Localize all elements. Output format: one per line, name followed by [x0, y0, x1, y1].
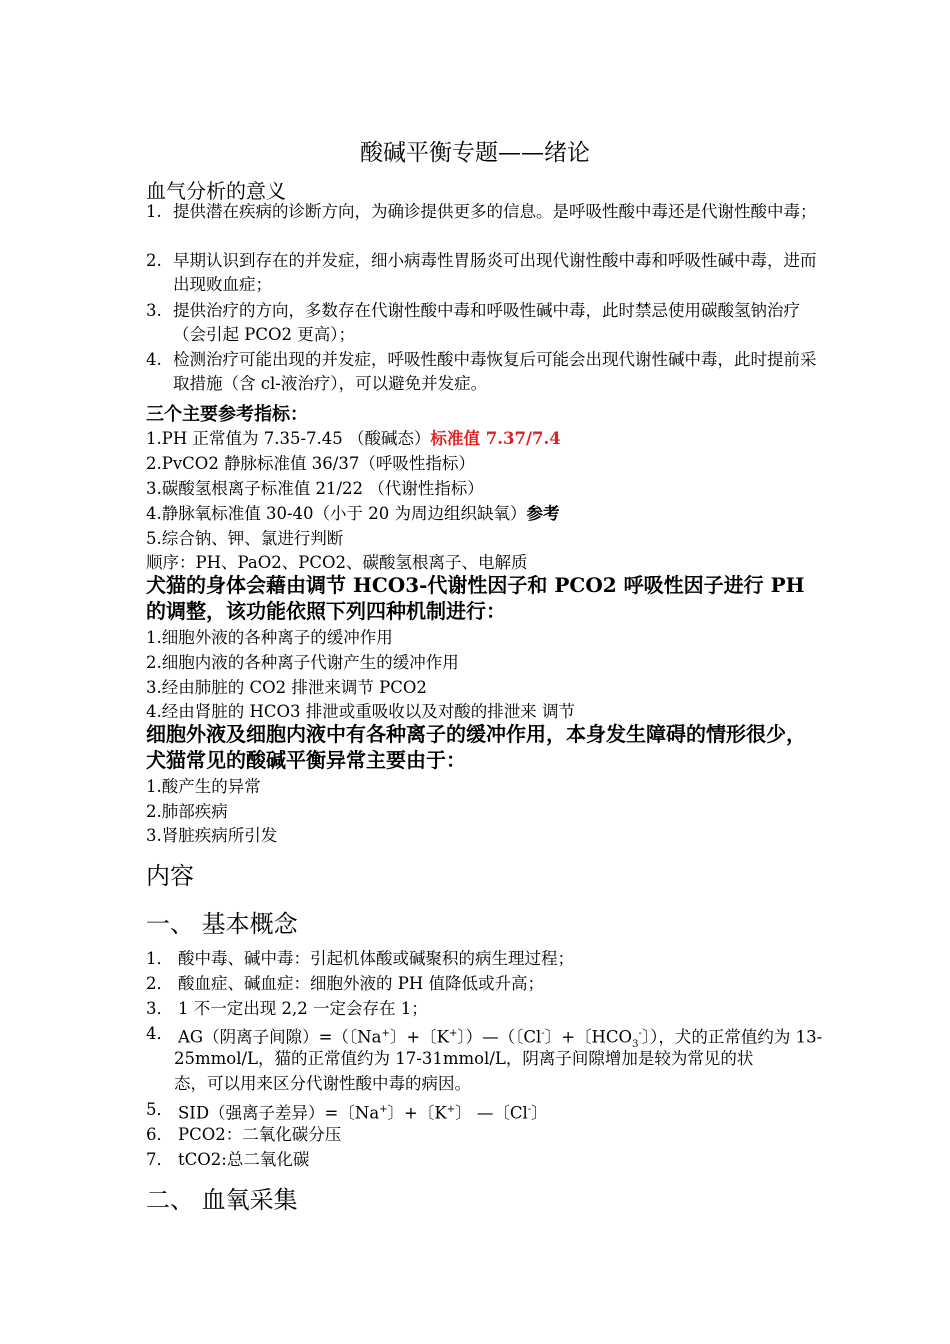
- list-text: 提供潜在疾病的诊断方向，为确诊提供更多的信息。是呼吸性酸中毒还是代谢性酸中毒；: [173, 202, 817, 221]
- list-text: 酸血症、碱血症：细胞外液的 PH 值降低或升高；: [178, 974, 544, 993]
- cause-paragraph: 细胞外液及细胞内液中有各种离子的缓冲作用，本身发生障碍的情形很少，犬猫常见的酸碱平衡异常主要由于：: [146, 722, 806, 772]
- list-number: 6．: [146, 1125, 173, 1144]
- list-number: 3．: [146, 999, 173, 1018]
- indicator-text: 1.PH 正常值为 7.35-7.45 （酸碱态）: [146, 429, 431, 448]
- mechanism-item: 3.经由肺脏的 CO2 排泄来调节 PCO2: [146, 678, 427, 697]
- list-number: 1.: [146, 202, 162, 221]
- list-text: 25mmol/L，猫的正常值约为 17-31mmol/L，阴离子间隙增加是较为常见的状: [174, 1049, 754, 1068]
- mechanism-item: 4.经由肾脏的 HCO3 排泄或重吸收以及对酸的排泄来 调节: [146, 702, 576, 721]
- list-number: 7．: [146, 1150, 173, 1169]
- list-text: 1 不一定出现 2,2 一定会存在 1；: [178, 999, 428, 1018]
- section-heading-basic-concepts: 一、 基本概念: [146, 910, 298, 938]
- superscript: -: [527, 1104, 532, 1115]
- superscript: +: [379, 1104, 388, 1115]
- section-heading-blood-oxygen: 二、 血氧采集: [146, 1186, 298, 1214]
- content-heading: 内容: [146, 862, 194, 890]
- blood-gas-heading: 血气分析的意义: [146, 179, 286, 203]
- formula-part: 〕+〔K: [387, 1103, 447, 1123]
- list-number: 5．: [146, 1100, 173, 1119]
- list-number: 4．: [146, 1024, 173, 1043]
- list-number: 3.: [146, 301, 162, 320]
- cause-item: 2.肺部疾病: [146, 802, 228, 821]
- mechanism-item: 1.细胞外液的各种离子的缓冲作用: [146, 628, 393, 647]
- indicator-line: 2.PvCO2 静脉标准值 36/37（呼吸性指标）: [146, 454, 475, 473]
- list-text: tCO2:总二氧化碳: [178, 1150, 310, 1169]
- list-number: 1．: [146, 949, 173, 968]
- superscript: -: [541, 1028, 545, 1039]
- list-text: 态，可以用来区分代谢性酸中毒的病因。: [174, 1074, 471, 1093]
- superscript: -: [638, 1028, 642, 1039]
- subscript: 3: [632, 1038, 639, 1050]
- indicator-text: 4.静脉氧标准值 30-40（小于 20 为周边组织缺氧）: [146, 504, 527, 523]
- mechanism-paragraph: 犬猫的身体会藉由调节 HCO3-代谢性因子和 PCO2 呼吸性因子进行 PH 的调整，该功能依照下列四种机制进行：: [146, 573, 805, 623]
- list-number: 2．: [146, 974, 173, 993]
- mechanism-item: 2.细胞内液的各种离子代谢产生的缓冲作用: [146, 653, 459, 672]
- indicator-line: [146, 425, 561, 449]
- formula-part: 〕: [531, 1103, 548, 1123]
- list-text: 检测治疗可能出现的并发症，呼吸性酸中毒恢复后可能会出现代谢性碱中毒，此时提前采取措施（含 cl-液治疗），可以避免并发症。: [173, 350, 817, 393]
- formula-part: 〕），犬的正常值约为 13-: [641, 1027, 823, 1047]
- formula-part: AG（阴离子间隙）=（〔Na: [178, 1027, 382, 1047]
- list-text: PCO2：二氧化碳分压: [178, 1125, 342, 1144]
- formula-part: 〕+〔HCO: [544, 1027, 633, 1047]
- order-line: 顺序：PH、PaO2、PCO2、碳酸氢根离子、电解质: [146, 553, 528, 572]
- list-text: 酸中毒、碱中毒：引起机体酸或碱聚积的病生理过程；: [178, 949, 574, 968]
- superscript: +: [381, 1028, 390, 1039]
- indicators-heading: 三个主要参考指标：: [146, 404, 308, 425]
- superscript: +: [449, 1028, 458, 1039]
- reference-label: 参考: [526, 504, 560, 523]
- indicator-line: 3.碳酸氢根离子标准值 21/22 （代谢性指标）: [146, 479, 484, 498]
- formula-part: 〕）—（〔Cl: [457, 1027, 542, 1047]
- cause-item: 1.酸产生的异常: [146, 777, 261, 796]
- page-title: 酸碱平衡专题——绪论: [360, 140, 590, 166]
- list-text: 早期认识到存在的并发症，细小病毒性胃肠炎可出现代谢性酸中毒和呼吸性碱中毒，进而出现败血症；: [173, 251, 817, 294]
- list-number: 4.: [146, 350, 162, 369]
- cause-item: 3.肾脏疾病所引发: [146, 826, 278, 845]
- superscript: +: [446, 1104, 456, 1115]
- formula-part: SID（强离子差异）=〔Na: [178, 1103, 380, 1123]
- standard-value-highlight: 标准值 7.37/7.4: [430, 429, 561, 448]
- formula-part: 〕 —〔Cl: [455, 1103, 528, 1123]
- list-text: 提供治疗的方向，多数存在代谢性酸中毒和呼吸性碱中毒，此时禁忌使用碳酸氢钠治疗（会引起 PCO2 更高）；: [173, 301, 800, 344]
- indicator-line: [146, 500, 560, 524]
- list-number: 2.: [146, 251, 162, 270]
- formula-part: 〕+〔K: [389, 1027, 449, 1047]
- indicator-line: 5.综合钠、钾、氯进行判断: [146, 529, 344, 548]
